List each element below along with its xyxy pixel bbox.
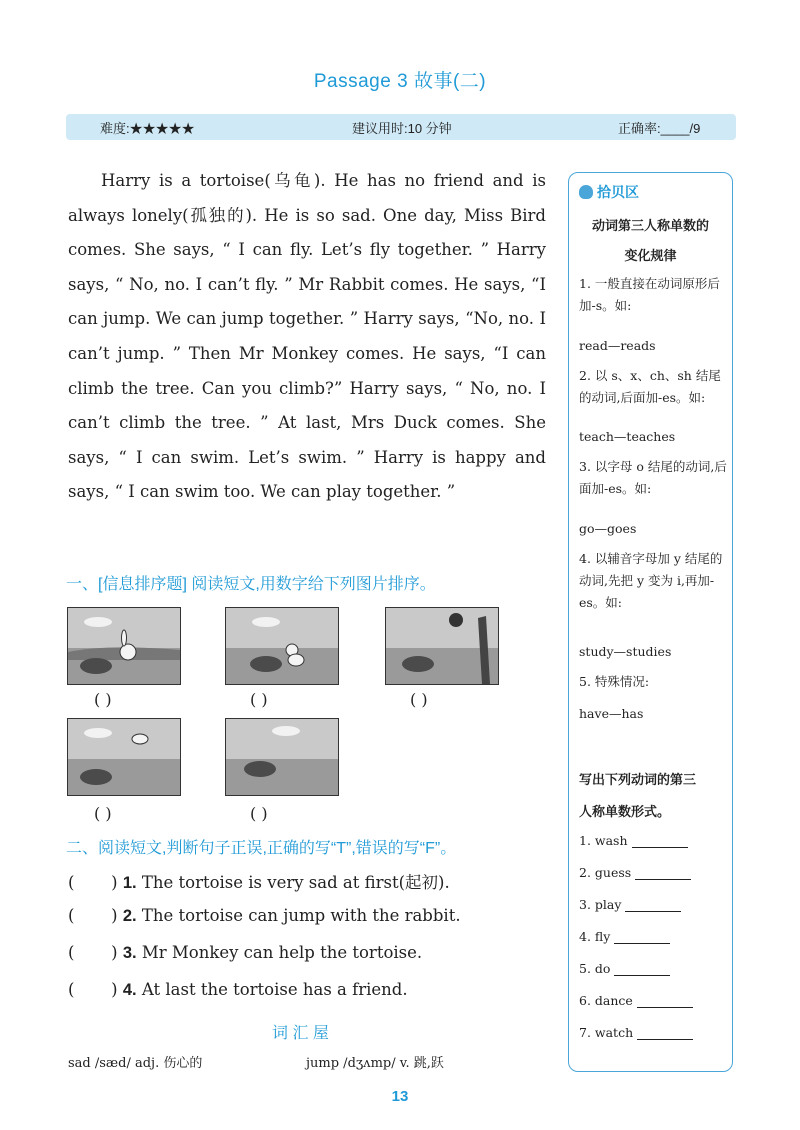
rule-1-example: read—reads	[579, 338, 656, 353]
answer-line[interactable]	[635, 878, 691, 880]
answer-line[interactable]	[632, 846, 688, 848]
answer-blank[interactable]: ( )	[68, 943, 118, 962]
sidebar-title-1: 动词第三人称单数的	[591, 218, 709, 233]
exercise-item: 6. dance	[579, 993, 727, 1008]
exercise-item: 5. do	[579, 961, 727, 976]
shell-icon	[579, 185, 593, 199]
passage	[68, 164, 546, 510]
rule-2-example: teach—teaches	[579, 429, 676, 444]
difficulty-label: 难度:★★★★★	[100, 121, 195, 136]
tf-question-1: ( ) 1. The tortoise is very sad at first(起初).	[68, 873, 450, 892]
answer-line[interactable]	[614, 942, 670, 944]
picture-rabbit	[67, 607, 181, 685]
scene-bird-icon	[68, 719, 180, 795]
answer-line[interactable]	[637, 1038, 693, 1040]
rule-5-example: have—has	[579, 706, 644, 721]
rule-3-example: go—goes	[579, 521, 637, 536]
vocab-entry-jump: jump /dʒʌmp/ v. 跳,跃	[306, 1056, 444, 1071]
picture-bird	[67, 718, 181, 796]
sidebar-title-2: 变化规律	[624, 248, 677, 263]
picture-duck	[225, 607, 339, 685]
time-label: 建议用时:10 分钟	[352, 121, 452, 136]
exercise-item: 3. play	[579, 897, 727, 912]
answer-blank[interactable]: ( )	[68, 906, 118, 925]
accuracy-label: 正确率:____/9	[618, 121, 701, 136]
page-title: Passage 3 故事(二)	[313, 71, 487, 92]
rule-4: 4. 以辅音字母加 y 结尾的动词,先把 y 变为 i,再加-es。如:	[579, 551, 723, 610]
answer-blank[interactable]: ( )	[68, 980, 118, 999]
exercise-title-1: 写出下列动词的第三	[579, 772, 697, 787]
picture-tortoise-alone	[225, 718, 339, 796]
answer-line[interactable]	[625, 910, 681, 912]
rule-4-example: study—studies	[579, 644, 672, 659]
picture-duck-answer[interactable]: ( )	[250, 690, 268, 709]
section2-title: 二、阅读短文,判断句子正误,正确的写“T”,错误的写“F”。	[66, 840, 457, 857]
vocab-entry-sad: sad /sæd/ adj. 伤心的	[68, 1056, 203, 1071]
section1-title: 一、[信息排序题] 阅读短文,用数字给下列图片排序。	[66, 576, 436, 593]
rule-3: 3. 以字母 o 结尾的动词,后面加-es。如:	[579, 459, 727, 496]
sidebar-header: 拾贝区	[579, 182, 639, 202]
picture-monkey-answer[interactable]: ( )	[410, 690, 428, 709]
scene-monkey-icon	[386, 608, 498, 684]
exercise-item: 1. wash	[579, 833, 727, 848]
picture-bird-answer[interactable]: ( )	[94, 804, 112, 823]
passage-text: Harry is a tortoise(乌龟). He has no friend and is always lonely(孤独的). He is so sad. One day, Miss Bird comes. She says, “ I can fly. Let’s fly together. ” Harry says, “ No, no. I can’t fly. ” Mr Rabbit comes. He says, “I can jump. We can jump together. ” Harry says, “No, no. I can’t jump. ” Then Mr Monkey comes. He says, “I can climb the tree. Can you climb?” Harry says, “ No, no. I can’t climb the tree. ” At last, Mrs Duck comes. She says, “ I can swim. Let’s swim. ” Harry is happy and says, “ I can swim too. We can play together. ”	[68, 171, 546, 502]
exercise-item: 4. fly	[579, 929, 727, 944]
rule-2: 2. 以 s、x、ch、sh 结尾的动词,后面加-es。如:	[579, 368, 721, 405]
rule-5: 5. 特殊情况:	[579, 674, 650, 689]
tf-question-2: ( ) 2. The tortoise can jump with the rabbit.	[68, 906, 461, 925]
rule-1: 1. 一般直接在动词原形后加-s。如:	[579, 276, 720, 313]
answer-line[interactable]	[637, 1006, 693, 1008]
exercise-item: 7. watch	[579, 1025, 727, 1040]
scene-duck-icon	[226, 608, 338, 684]
page-number: 13	[391, 1088, 409, 1105]
picture-monkey	[385, 607, 499, 685]
scene-rabbit-icon	[68, 608, 180, 684]
picture-tortoise-answer[interactable]: ( )	[250, 804, 268, 823]
sidebar-tips	[568, 172, 733, 1072]
tf-question-3: ( ) 3. Mr Monkey can help the tortoise.	[68, 943, 423, 962]
info-bar	[66, 114, 736, 140]
answer-blank[interactable]: ( )	[68, 873, 118, 892]
tf-question-4: ( ) 4. At last the tortoise has a friend.	[68, 980, 408, 999]
vocab-title: 词 汇 屋	[272, 1025, 329, 1042]
exercise-item: 2. guess	[579, 865, 727, 880]
scene-tortoise-icon	[226, 719, 338, 795]
picture-rabbit-answer[interactable]: ( )	[94, 690, 112, 709]
exercise-title-2: 人称单数形式。	[579, 804, 671, 819]
answer-line[interactable]	[614, 974, 670, 976]
